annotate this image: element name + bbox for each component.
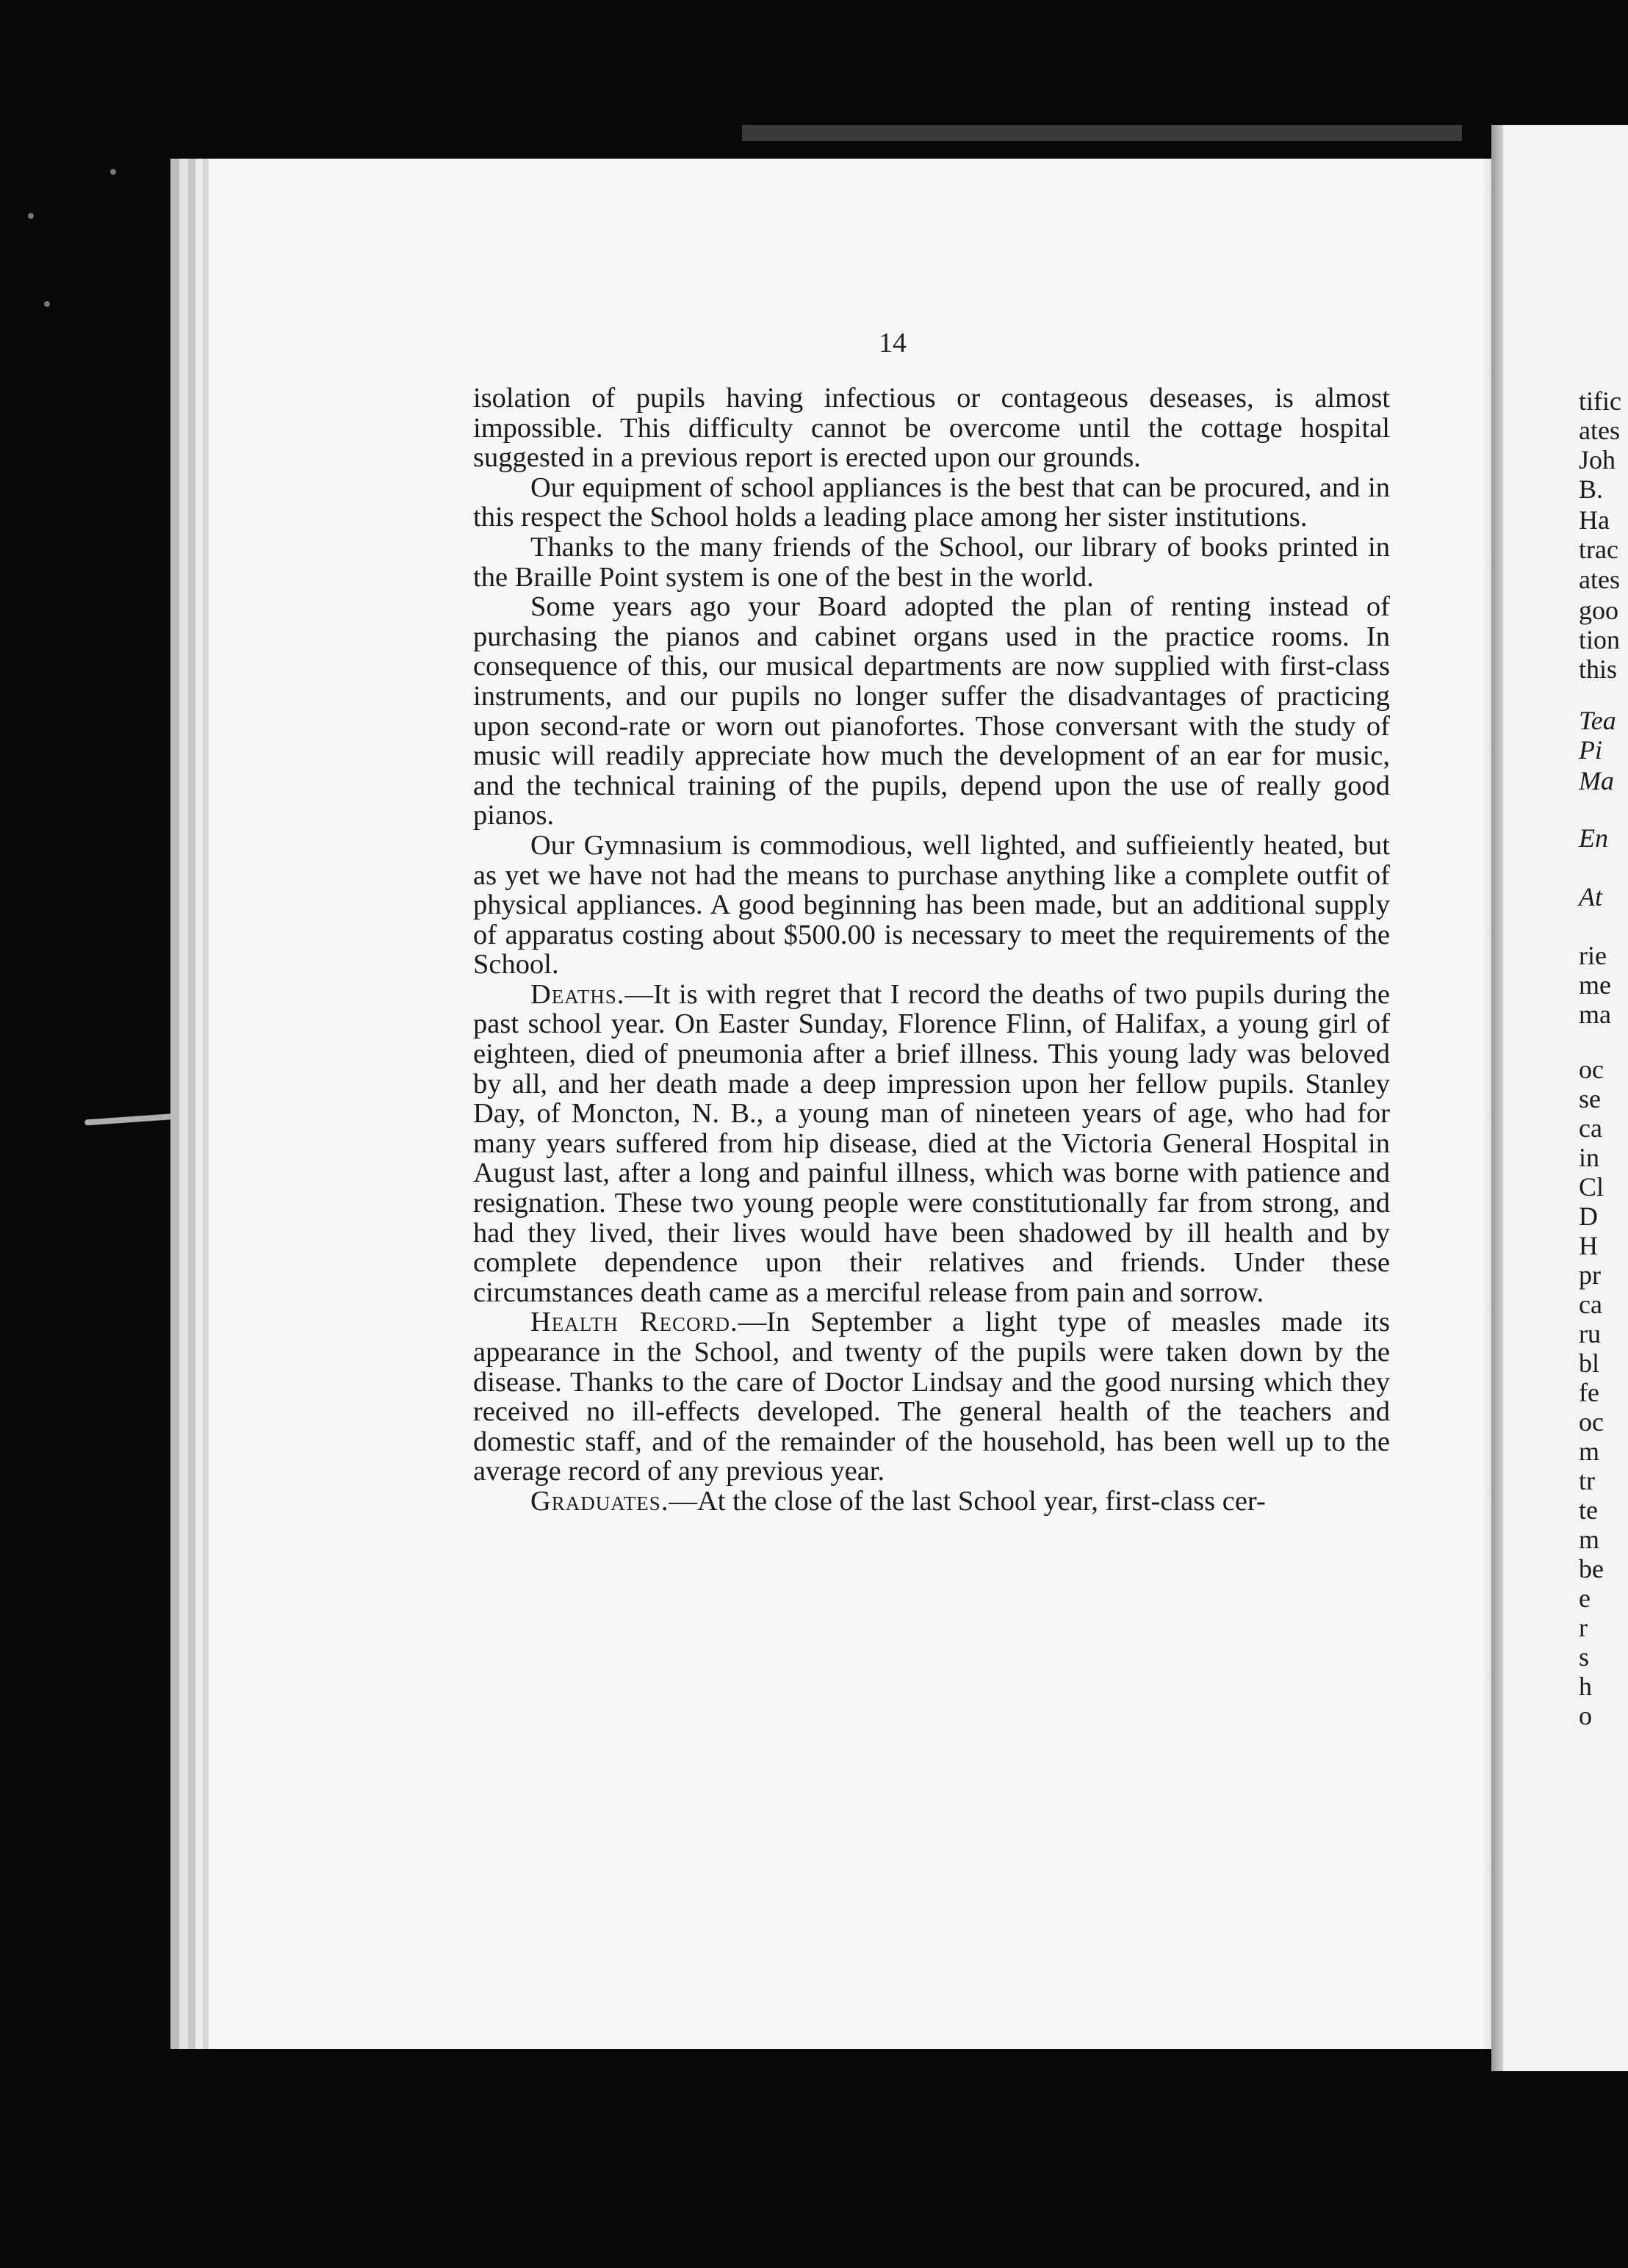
right-page-line: m <box>1579 1437 1600 1466</box>
right-page-line: D <box>1579 1202 1598 1231</box>
right-page-line: be <box>1579 1554 1604 1583</box>
right-page-partial <box>1503 125 1628 2071</box>
paragraph <box>473 532 1390 592</box>
right-page-line: bl <box>1579 1348 1600 1378</box>
right-page-line: rie <box>1579 941 1607 970</box>
page-edge <box>170 159 179 2049</box>
paragraph <box>473 831 1390 980</box>
right-page-line: se <box>1579 1084 1601 1113</box>
right-page-line: ates <box>1579 416 1620 445</box>
right-page-line: s <box>1579 1642 1590 1672</box>
paragraph <box>473 383 1390 473</box>
body-text <box>473 383 1390 1517</box>
dust-speck <box>110 169 116 175</box>
right-page-line: ca <box>1579 1290 1602 1319</box>
right-page-line: h <box>1579 1672 1592 1701</box>
section-heading: Graduates. <box>530 1485 669 1517</box>
right-page-line: Cl <box>1579 1172 1604 1202</box>
paragraph <box>473 592 1390 831</box>
right-page-line: Tea <box>1579 706 1616 735</box>
right-page-line: Joh <box>1579 445 1616 474</box>
right-page-line: o <box>1579 1701 1592 1730</box>
right-page-line: Ma <box>1579 766 1614 795</box>
right-page-line: this <box>1579 654 1618 684</box>
page-number: 14 <box>879 328 907 358</box>
right-page-line: ates <box>1579 565 1620 594</box>
right-page-line: fe <box>1579 1378 1599 1407</box>
paragraph-text: Some years ago your Board adopted the plan of renting instead of purchasing the pianos and cabinet organs used in the practice rooms. In consequence of this, our musical departments are now supplied with first-class instruments, and our pupils no longer suffer the disadvantages of practicing upon second-rate or worn out pianofortes. Those conversant with the study of music will readily appreciate how much the development of an ear for music, and the technical training of the pupils, depend upon the use of really good pianos. <box>473 591 1390 831</box>
paragraph-text: Our equipment of school appliances is the best that can be procured, and in this respect the School holds a leading place among her sister institutions. <box>473 472 1390 533</box>
paragraph-text: Our Gymnasium is commodious, well lighted, and suffieiently heated, but as yet we have not had the means to purchase anything like a complete outfit of physical appliances. A good beginning has been made, but an additional supply of apparatus costing about $500.00 is necessary to meet the requirements of the School. <box>473 829 1390 980</box>
right-page-line: ca <box>1579 1113 1602 1143</box>
right-page-line: H <box>1579 1231 1598 1260</box>
right-page-line: At <box>1579 882 1602 911</box>
right-page-line: tific <box>1579 386 1621 416</box>
right-page-line: B. <box>1579 474 1604 504</box>
right-page-line: Pi <box>1579 735 1602 765</box>
right-page-line: e <box>1579 1583 1591 1613</box>
page-edge <box>203 159 209 2049</box>
paragraph-text: —In September a light type of measles made its appearance in the School, and twenty of the pupils were taken down by the disease. Thanks to the care of Doctor Lindsay and the good nursing which they received no ill-effects developed. The general health of the teachers and domestic staff, and of the remainder of the household, has been well up to the average record of any previous year. <box>473 1307 1390 1487</box>
paragraph-deaths <box>473 980 1390 1308</box>
section-heading: Deaths. <box>530 978 625 1010</box>
right-page-line: En <box>1579 823 1608 853</box>
right-page-line: oc <box>1579 1055 1604 1084</box>
right-page-line: in <box>1579 1143 1600 1172</box>
right-page-line: tr <box>1579 1466 1595 1495</box>
paragraph <box>473 473 1390 532</box>
paragraph-text: isolation of pupils having infectious or contageous deseases, is almost impossible. This difficulty cannot be overcome until the cottage hospital suggested in a previous report is erected upon our grounds. <box>473 383 1390 474</box>
right-page-line: te <box>1579 1495 1598 1525</box>
right-page-line: Ha <box>1579 505 1610 535</box>
paragraph-graduates <box>473 1487 1390 1517</box>
paragraph-text: Thanks to the many friends of the School, our library of books printed in the Braille Point system is one of the best in the world. <box>473 531 1390 593</box>
paragraph-health-record <box>473 1307 1390 1487</box>
right-page-line: pr <box>1579 1260 1601 1290</box>
book-gutter <box>1491 125 1503 2071</box>
right-page-line: oc <box>1579 1407 1604 1437</box>
paragraph-text: —At the close of the last School year, first-class cer- <box>669 1485 1266 1517</box>
page-top-shadow <box>742 125 1462 141</box>
right-page-line: r <box>1579 1613 1588 1642</box>
right-page-line: tion <box>1579 625 1621 654</box>
right-page-line: m <box>1579 1525 1600 1554</box>
right-page-line: me <box>1579 970 1611 1000</box>
right-page-line: trac <box>1579 535 1618 564</box>
dust-speck <box>44 301 50 307</box>
right-page-line: ma <box>1579 1000 1611 1029</box>
page-edge <box>188 159 195 2049</box>
right-page-line: ru <box>1579 1319 1601 1348</box>
paragraph-text: —It is with regret that I record the deaths of two pupils during the past school year. On Easter Sunday, Florence Flinn, of Halifax, a young girl of eighteen, died of pneumonia after a brief illness. This young lady was beloved by all, and her death made a deep impression upon her fellow pupils. Stanley Day, of Moncton, N. B., a young man of nineteen years of age, who had for many years suffered from hip disease, died at the Victoria General Hospital in August last, after a long and painful illness, which was borne with patience and resignation. These two young people were constitutionally far from strong, and had they lived, their lives would have been shadowed by ill health and by complete dependence upon their relatives and friends. Under these circumstances death came as a merciful release from pain and sorrow. <box>473 978 1390 1308</box>
page-edge <box>195 159 203 2049</box>
section-heading: Health Record. <box>530 1307 738 1338</box>
page-edge <box>179 159 188 2049</box>
right-page-line: goo <box>1579 596 1618 625</box>
dust-speck <box>28 213 34 219</box>
